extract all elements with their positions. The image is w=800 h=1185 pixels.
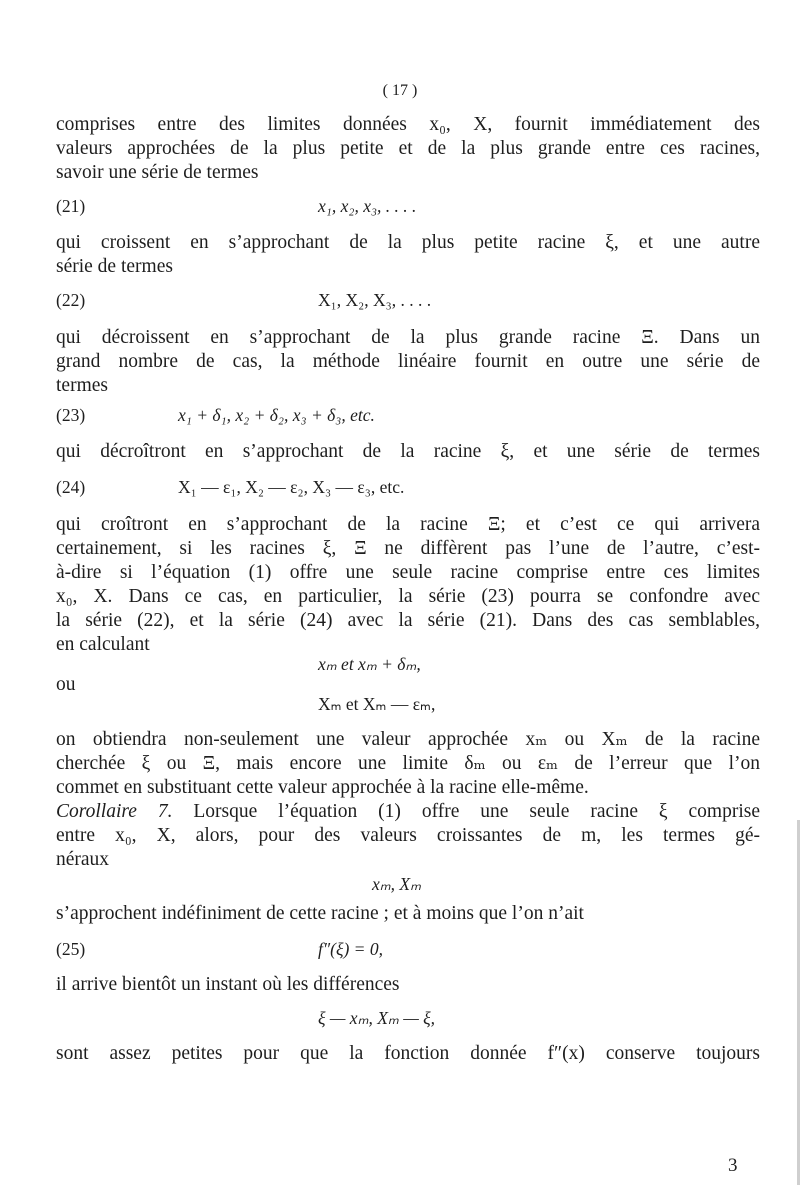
- page-number: 3: [728, 1155, 738, 1176]
- text-line: comprises entre des limites données x₀, X, fournit immédiatement des: [56, 114, 760, 135]
- text-span: Lorsque l’équation (1) offre une seule racine ξ comprise: [193, 801, 760, 822]
- text-line: ou: [56, 674, 76, 695]
- text-line: cherchée ξ ou Ξ, mais encore une limite δₘ ou εₘ de l’erreur que l’on: [56, 753, 760, 774]
- formula: ξ — xₘ, Xₘ — ξ,: [318, 1008, 435, 1028]
- equation-number: (23): [56, 405, 86, 425]
- page-header-mark: ( 17 ): [382, 82, 418, 99]
- text-line: savoir une série de termes: [56, 162, 259, 183]
- equation: x₁ + δ₁, x₂ + δ₂, x₃ + δ₃, etc.: [178, 405, 375, 425]
- text-line: entre x₀, X, alors, pour des valeurs croissantes de m, les termes gé-: [56, 825, 760, 846]
- text-line: qui décroissent en s’approchant de la plus grande racine Ξ. Dans un: [56, 327, 760, 348]
- formula: xₘ et xₘ + δₘ,: [318, 654, 421, 674]
- text-line: la série (22), et la série (24) avec la série (21). Dans des cas semblables,: [56, 610, 760, 631]
- text-line: x₀, X. Dans ce cas, en particulier, la série (23) pourra se confondre avec: [56, 586, 760, 607]
- equation: f″(ξ) = 0,: [318, 939, 383, 959]
- equation-number: (24): [56, 477, 86, 497]
- text-line: valeurs approchées de la plus petite et de la plus grande entre ces racines,: [56, 138, 760, 159]
- formula: xₘ, Xₘ: [372, 874, 422, 894]
- text-line: série de termes: [56, 256, 173, 277]
- text-line: grand nombre de cas, la méthode linéaire fournit en outre une série de: [56, 351, 760, 372]
- equation-number: (21): [56, 196, 86, 216]
- text-line: s’approchent indéfiniment de cette racine ; et à moins que l’on n’ait: [56, 903, 584, 924]
- text-line: qui croîtront en s’approchant de la racine Ξ; et c’est ce qui arrivera: [56, 514, 760, 535]
- equation: X₁ — ε₁, X₂ — ε₂, X₃ — ε₃, etc.: [178, 477, 405, 497]
- text-line: sont assez petites pour que la fonction donnée f″(x) conserve toujours: [56, 1043, 760, 1064]
- text-line: qui décroîtront en s’approchant de la racine ξ, et une série de termes: [56, 441, 760, 462]
- corollary-line: [56, 800, 760, 824]
- equation: X₁, X₂, X₃, . . . .: [318, 290, 432, 310]
- text-line: il arrive bientôt un instant où les différences: [56, 974, 400, 995]
- equation: x₁, x₂, x₃, . . . .: [318, 196, 417, 216]
- equation-number: (22): [56, 290, 86, 310]
- equation-number: (25): [56, 939, 86, 959]
- text-line: à-dire si l’équation (1) offre une seule racine comprise entre ces limites: [56, 562, 760, 583]
- text-line: on obtiendra non-seulement une valeur approchée xₘ ou Xₘ de la racine: [56, 729, 760, 750]
- text-line: termes: [56, 375, 108, 396]
- text-line: certainement, si les racines ξ, Ξ ne diffèrent pas l’une de l’autre, c’est-: [56, 538, 760, 559]
- text-line: qui croissent en s’approchant de la plus petite racine ξ, et une autre: [56, 232, 760, 253]
- text-line: néraux: [56, 849, 110, 870]
- text-line: commet en substituant cette valeur approchée à la racine elle-même.: [56, 777, 589, 798]
- text-line: en calculant: [56, 634, 150, 655]
- corollary-title: Corollaire 7.: [56, 801, 173, 822]
- formula: Xₘ et Xₘ — εₘ,: [318, 694, 436, 714]
